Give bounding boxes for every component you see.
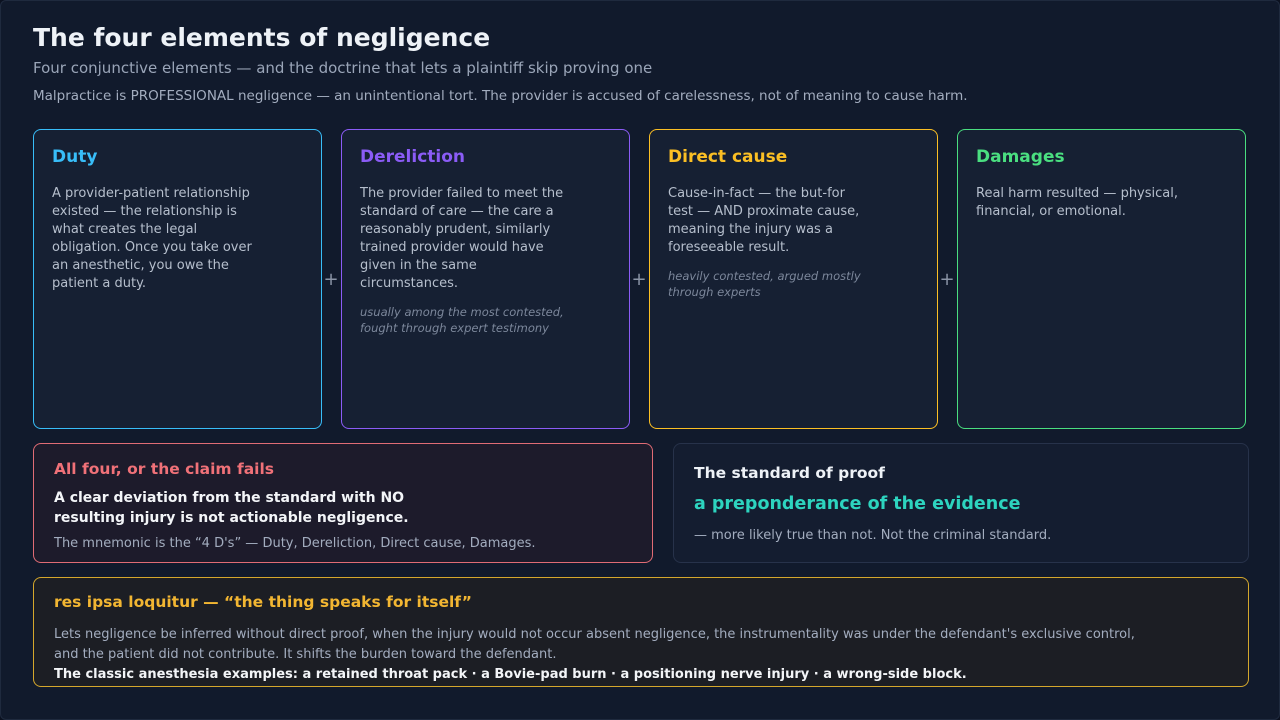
- element-card-damages: [957, 129, 1246, 429]
- page-subtitle: Four conjunctive elements — and the doctrine that lets a plaintiff skip proving one: [33, 59, 653, 77]
- element-card-duty: [33, 129, 322, 429]
- element-body: Real harm resulted — physical, financial, or emotional.: [976, 186, 1178, 219]
- page-title: The four elements of negligence: [33, 23, 491, 52]
- mnemonic-note: The mnemonic is the “4 D's” — Duty, Dereliction, Direct cause, Damages.: [54, 536, 536, 551]
- plus-connector: +: [631, 269, 647, 290]
- element-title: Direct cause: [668, 147, 788, 167]
- plus-connector: +: [323, 269, 339, 290]
- callout-emphasis: A clear deviation from the standard with NO resulting injury is not actionable negligence.: [54, 490, 409, 526]
- intro-text: Malpractice is PROFESSIONAL negligence — an unintentional tort. The provider is accused of carelessness, not of meaning to cause harm.: [33, 88, 968, 104]
- element-body: A provider-patient relationship existed — the relationship is what creates the legal obligation. Once you take over an anesthetic, you owe the patient a duty.: [52, 186, 252, 291]
- res-ipsa-box: [33, 577, 1249, 687]
- callout-title: All four, or the claim fails: [54, 460, 275, 478]
- element-body: The provider failed to meet the standard of care — the care a reasonably prudent, similarly trained provider would have given in the same circumstances.: [360, 186, 564, 291]
- element-body: Cause-in-fact — the but-for test — AND proximate cause, meaning the injury was a foreseeable result.: [668, 186, 860, 255]
- proof-note: — more likely true than not. Not the criminal standard.: [694, 528, 1052, 543]
- res-ipsa-body: Lets negligence be inferred without direct proof, when the injury would not occur absent negligence, the instrumentality was under the defendant's exclusive control, and the patient did not contribute. It shifts the burden toward the defendant.: [54, 627, 1135, 662]
- plus-connector: +: [939, 269, 955, 290]
- element-note: heavily contested, argued mostly through experts: [668, 269, 861, 299]
- all-four-callout: [33, 443, 653, 563]
- element-card-direct-cause: [649, 129, 938, 429]
- res-ipsa-title: res ipsa loquitur — “the thing speaks for itself”: [54, 593, 472, 611]
- standard-of-proof-box: [673, 443, 1249, 563]
- element-title: Damages: [976, 147, 1065, 167]
- element-title: Duty: [52, 147, 98, 167]
- element-card-dereliction: [341, 129, 630, 429]
- element-note: usually among the most contested, fought through expert testimony: [360, 305, 564, 335]
- element-title: Dereliction: [360, 147, 466, 167]
- proof-value: a preponderance of the evidence: [694, 494, 1021, 514]
- proof-title: The standard of proof: [694, 464, 885, 482]
- res-ipsa-examples: The classic anesthesia examples: a retained throat pack · a Bovie-pad burn · a positioning nerve injury · a wrong-side block.: [54, 667, 967, 682]
